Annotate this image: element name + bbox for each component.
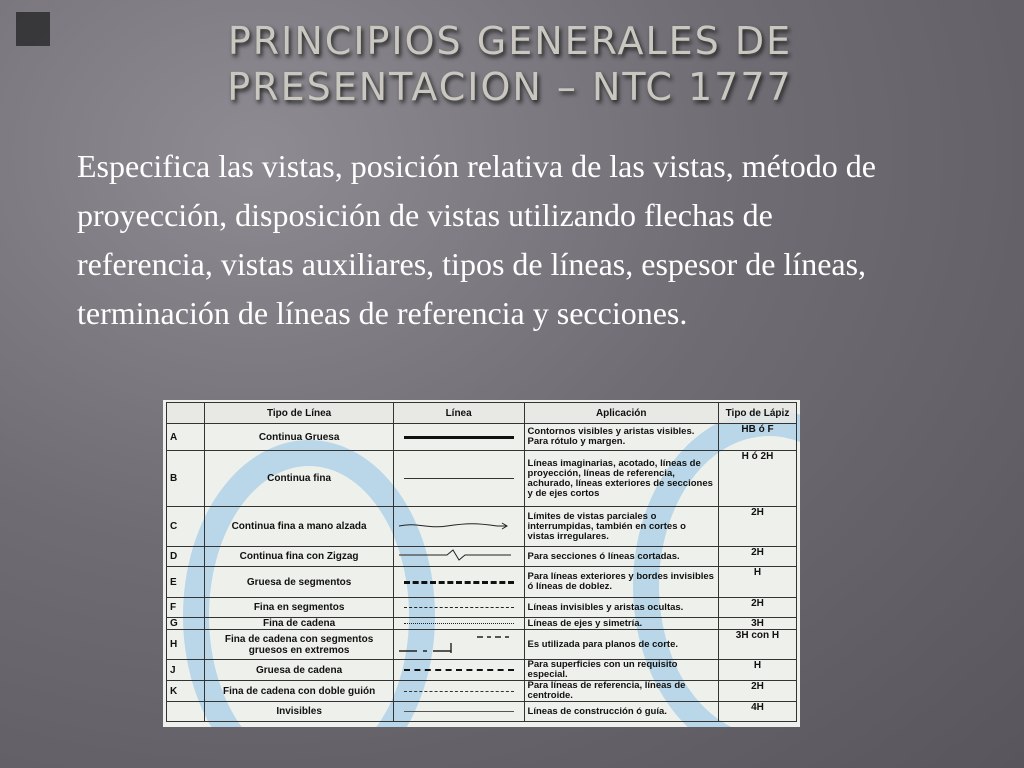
row-lapiz: 4H: [718, 702, 796, 722]
row-aplicacion: Líneas de construcción ó guía.: [524, 702, 718, 722]
table-row: [167, 681, 797, 702]
row-aplicacion: Contornos visibles y aristas visibles. Para rótulo y margen.: [524, 424, 718, 451]
row-tipo: Continua Gruesa: [205, 424, 393, 451]
row-tipo: Fina de cadena con doble guión: [205, 681, 393, 702]
slide-corner-mark: [16, 12, 50, 46]
row-line-sample: [393, 567, 524, 598]
title-line-2: PRESENTACION – NTC 1777: [227, 65, 793, 109]
row-line-sample: [393, 681, 524, 702]
row-line-sample: [393, 451, 524, 507]
row-tipo: Continua fina: [205, 451, 393, 507]
row-line-sample: [393, 547, 524, 567]
header-aplicacion: Aplicación: [524, 403, 718, 424]
table-row: [167, 660, 797, 681]
row-lapiz: 2H: [718, 598, 796, 618]
row-lapiz: 2H: [718, 507, 796, 547]
table-row: [167, 547, 797, 567]
row-lapiz: 3H con H: [718, 630, 796, 660]
header-linea: Línea: [393, 403, 524, 424]
row-tipo: Fina de cadena con segmentos gruesos en extremos: [205, 630, 393, 660]
row-code: J: [167, 660, 205, 681]
line-sample-icon: [404, 607, 514, 608]
line-sample-icon: [397, 518, 513, 532]
row-lapiz: H ó 2H: [718, 451, 796, 507]
table-row: [167, 618, 797, 630]
table-row: [167, 567, 797, 598]
row-line-sample: [393, 618, 524, 630]
row-tipo: Fina de cadena: [205, 618, 393, 630]
row-aplicacion: Líneas de ejes y simetría.: [524, 618, 718, 630]
row-tipo: Fina en segmentos: [205, 598, 393, 618]
row-aplicacion: Para secciones ó líneas cortadas.: [524, 547, 718, 567]
line-sample-icon: [404, 669, 514, 671]
row-line-sample: [393, 630, 524, 660]
line-sample-icon: [404, 711, 514, 712]
table-row: [167, 424, 797, 451]
table-row: [167, 451, 797, 507]
row-lapiz: H: [718, 660, 796, 681]
header-lapiz: Tipo de Lápiz: [718, 403, 796, 424]
row-tipo: Continua fina con Zigzag: [205, 547, 393, 567]
row-aplicacion: Líneas invisibles y aristas ocultas.: [524, 598, 718, 618]
row-tipo: Gruesa de cadena: [205, 660, 393, 681]
row-lapiz: HB ó F: [718, 424, 796, 451]
line-types-table-image: [163, 400, 800, 727]
row-tipo: Gruesa de segmentos: [205, 567, 393, 598]
row-aplicacion: Para líneas exteriores y bordes invisibles ó líneas de doblez.: [524, 567, 718, 598]
row-code: H: [167, 630, 205, 660]
row-code: D: [167, 547, 205, 567]
row-lapiz: 2H: [718, 547, 796, 567]
row-aplicacion: Para superficies con un requisito especial.: [524, 660, 718, 681]
header-code: [167, 403, 205, 424]
slide-body-text: Especifica las vistas, posición relativa de las vistas, método de proyección, disposición de vistas utilizando flechas de referencia, vistas auxiliares, tipos de líneas, espesor de líneas, terminación de líneas de referencia y secciones.: [77, 148, 876, 331]
row-code: A: [167, 424, 205, 451]
table-header-row: [167, 403, 797, 424]
row-line-sample: [393, 702, 524, 722]
row-line-sample: [393, 507, 524, 547]
line-types-table: [166, 402, 797, 722]
slide-title: [150, 18, 870, 110]
row-aplicacion: Líneas imaginarias, acotado, líneas de proyección, líneas de referencia, achurado, líneas exteriores de secciones y de ejes cortos: [524, 451, 718, 507]
line-sample-icon: [404, 623, 514, 624]
table-row: [167, 507, 797, 547]
row-code: F: [167, 598, 205, 618]
row-line-sample: [393, 424, 524, 451]
title-line-1: PRINCIPIOS GENERALES DE: [227, 19, 793, 63]
table-row: [167, 630, 797, 660]
row-line-sample: [393, 598, 524, 618]
line-sample-icon: [404, 691, 514, 692]
table-row: [167, 598, 797, 618]
row-code: B: [167, 451, 205, 507]
row-code: E: [167, 567, 205, 598]
row-aplicacion: Para líneas de referencia, líneas de centroide.: [524, 681, 718, 702]
row-tipo: Invisibles: [205, 702, 393, 722]
line-sample-icon: [404, 581, 514, 584]
row-lapiz: 3H: [718, 618, 796, 630]
row-code: K: [167, 681, 205, 702]
row-aplicacion: Límites de vistas parciales o interrumpidas, también en cortes o vistas irregulares.: [524, 507, 718, 547]
header-tipo: Tipo de Línea: [205, 403, 393, 424]
row-lapiz: H: [718, 567, 796, 598]
row-tipo: Continua fina a mano alzada: [205, 507, 393, 547]
line-sample-icon: [397, 631, 513, 655]
row-code: C: [167, 507, 205, 547]
line-sample-icon: [397, 548, 513, 562]
row-aplicacion: Es utilizada para planos de corte.: [524, 630, 718, 660]
row-line-sample: [393, 660, 524, 681]
row-code: [167, 702, 205, 722]
row-code: G: [167, 618, 205, 630]
row-lapiz: 2H: [718, 681, 796, 702]
line-sample-icon: [404, 478, 514, 479]
line-sample-icon: [404, 436, 514, 439]
table-row: [167, 702, 797, 722]
